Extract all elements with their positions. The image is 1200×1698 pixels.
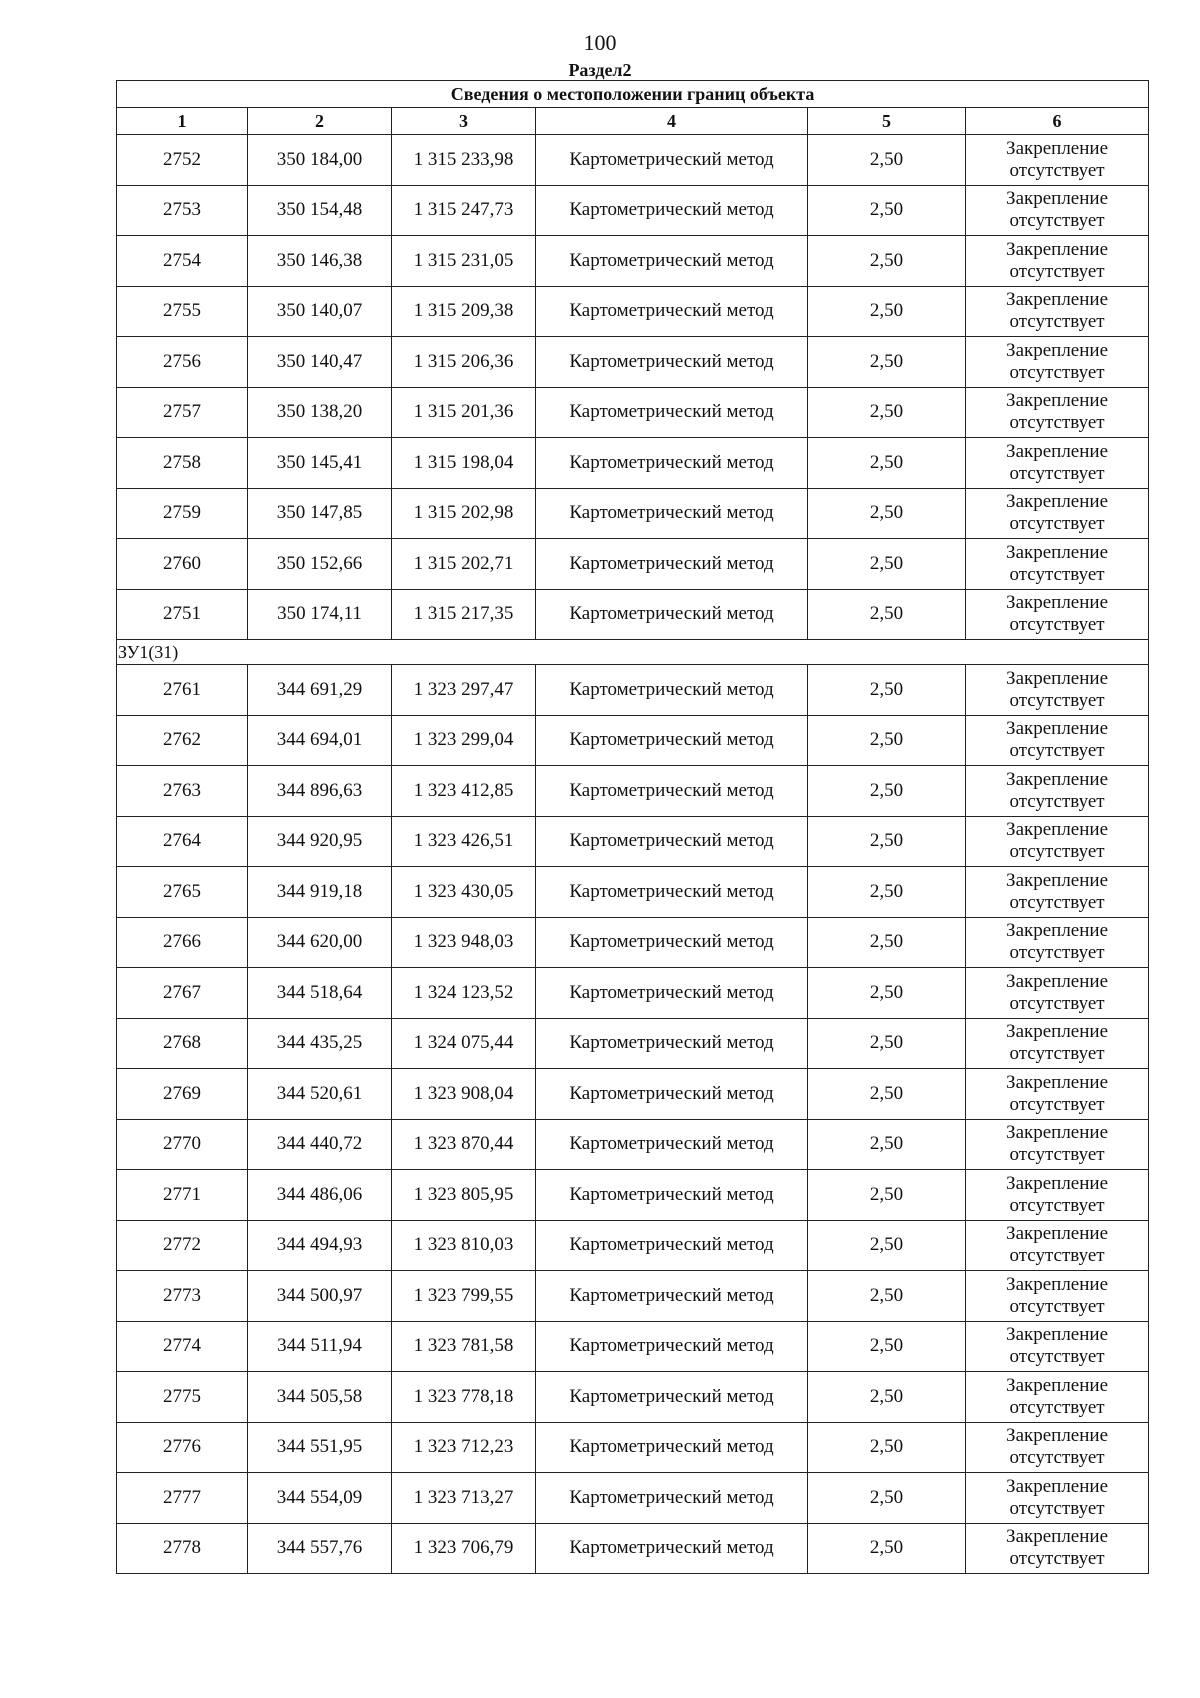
point-number-cell: 2770 <box>117 1119 248 1170</box>
method-cell: Картометрический метод <box>536 1018 808 1069</box>
column-header-5: 5 <box>808 108 966 135</box>
point-number-cell: 2773 <box>117 1271 248 1322</box>
fixing-line-2: отсутствует <box>1009 942 1105 964</box>
fixing-line-1: Закрепление <box>1006 491 1109 513</box>
x-coordinate-cell: 344 920,95 <box>248 816 392 867</box>
y-coordinate-cell: 1 315 202,98 <box>392 488 536 539</box>
method-cell: Картометрический метод <box>536 236 808 287</box>
method-cell: Картометрический метод <box>536 135 808 186</box>
method-cell: Картометрический метод <box>536 1170 808 1221</box>
point-number-cell: 2760 <box>117 539 248 590</box>
accuracy-cell: 2,50 <box>808 766 966 817</box>
fixing-line-2: отсутствует <box>1009 1447 1105 1469</box>
method-cell: Картометрический метод <box>536 185 808 236</box>
fixing-cell <box>966 867 1149 918</box>
fixing-line-2: отсутствует <box>1009 1093 1105 1115</box>
fixing-line-2: отсутствует <box>1009 311 1105 333</box>
fixing-line-2: отсутствует <box>1009 1144 1105 1166</box>
fixing-cell <box>966 135 1149 186</box>
fixing-line-1: Закрепление <box>1006 718 1109 740</box>
y-coordinate-cell: 1 323 781,58 <box>392 1321 536 1372</box>
fixing-line-1: Закрепление <box>1006 541 1109 563</box>
subgroup-label: ЗУ1(31) <box>117 640 1149 665</box>
accuracy-cell: 2,50 <box>808 135 966 186</box>
y-coordinate-cell: 1 324 075,44 <box>392 1018 536 1069</box>
accuracy-cell: 2,50 <box>808 1220 966 1271</box>
x-coordinate-cell: 350 140,47 <box>248 337 392 388</box>
fixing-cell <box>966 286 1149 337</box>
accuracy-cell: 2,50 <box>808 1170 966 1221</box>
y-coordinate-cell: 1 323 426,51 <box>392 816 536 867</box>
y-coordinate-cell: 1 323 712,23 <box>392 1422 536 1473</box>
fixing-cell <box>966 1018 1149 1069</box>
x-coordinate-cell: 350 174,11 <box>248 589 392 640</box>
table-row <box>117 1069 1149 1120</box>
x-coordinate-cell: 344 486,06 <box>248 1170 392 1221</box>
fixing-line-2: отсутствует <box>1009 790 1105 812</box>
point-number-cell: 2753 <box>117 185 248 236</box>
page-number: 100 <box>583 30 617 55</box>
fixing-line-1: Закрепление <box>1006 920 1109 942</box>
method-cell: Картометрический метод <box>536 917 808 968</box>
point-number-cell: 2759 <box>117 488 248 539</box>
fixing-line-1: Закрепление <box>1006 339 1109 361</box>
fixing-line-2: отсутствует <box>1009 891 1105 913</box>
column-header-1: 1 <box>117 108 248 135</box>
method-cell: Картометрический метод <box>536 337 808 388</box>
subgroup-row <box>117 640 1149 665</box>
column-header-2: 2 <box>248 108 392 135</box>
fixing-line-2: отсутствует <box>1009 159 1105 181</box>
y-coordinate-cell: 1 315 209,38 <box>392 286 536 337</box>
fixing-cell <box>966 1069 1149 1120</box>
table-row <box>117 286 1149 337</box>
point-number-cell: 2765 <box>117 867 248 918</box>
column-header-3: 3 <box>392 108 536 135</box>
fixing-cell <box>966 1271 1149 1322</box>
accuracy-cell: 2,50 <box>808 589 966 640</box>
table-row <box>117 1170 1149 1221</box>
y-coordinate-cell: 1 323 412,85 <box>392 766 536 817</box>
point-number-cell: 2767 <box>117 968 248 1019</box>
y-coordinate-cell: 1 323 908,04 <box>392 1069 536 1120</box>
accuracy-cell: 2,50 <box>808 387 966 438</box>
accuracy-cell: 2,50 <box>808 968 966 1019</box>
fixing-cell <box>966 236 1149 287</box>
fixing-cell <box>966 968 1149 1019</box>
accuracy-cell: 2,50 <box>808 1523 966 1574</box>
point-number-cell: 2756 <box>117 337 248 388</box>
point-number-cell: 2757 <box>117 387 248 438</box>
fixing-cell <box>966 1523 1149 1574</box>
table-row <box>117 715 1149 766</box>
fixing-line-1: Закрепление <box>1006 1172 1109 1194</box>
fixing-line-1: Закрепление <box>1006 1475 1109 1497</box>
method-cell: Картометрический метод <box>536 968 808 1019</box>
x-coordinate-cell: 344 520,61 <box>248 1069 392 1120</box>
fixing-line-1: Закрепление <box>1006 970 1109 992</box>
table-row <box>117 968 1149 1019</box>
x-coordinate-cell: 344 500,97 <box>248 1271 392 1322</box>
y-coordinate-cell: 1 315 206,36 <box>392 337 536 388</box>
fixing-line-1: Закрепление <box>1006 137 1109 159</box>
table-row <box>117 1473 1149 1524</box>
x-coordinate-cell: 350 154,48 <box>248 185 392 236</box>
x-coordinate-cell: 344 435,25 <box>248 1018 392 1069</box>
fixing-line-2: отсутствует <box>1009 1245 1105 1267</box>
accuracy-cell: 2,50 <box>808 1271 966 1322</box>
x-coordinate-cell: 350 146,38 <box>248 236 392 287</box>
accuracy-cell: 2,50 <box>808 488 966 539</box>
table-row <box>117 1271 1149 1322</box>
table-row <box>117 917 1149 968</box>
fixing-line-1: Закрепление <box>1006 1526 1109 1548</box>
fixing-line-2: отсутствует <box>1009 841 1105 863</box>
table-row <box>117 1422 1149 1473</box>
table-row <box>117 816 1149 867</box>
accuracy-cell: 2,50 <box>808 337 966 388</box>
accuracy-cell: 2,50 <box>808 1422 966 1473</box>
fixing-cell <box>966 488 1149 539</box>
x-coordinate-cell: 344 694,01 <box>248 715 392 766</box>
y-coordinate-cell: 1 323 799,55 <box>392 1271 536 1322</box>
fixing-line-1: Закрепление <box>1006 869 1109 891</box>
fixing-line-2: отсутствует <box>1009 1548 1105 1570</box>
x-coordinate-cell: 344 557,76 <box>248 1523 392 1574</box>
method-cell: Картометрический метод <box>536 539 808 590</box>
accuracy-cell: 2,50 <box>808 1372 966 1423</box>
table-row <box>117 1372 1149 1423</box>
y-coordinate-cell: 1 324 123,52 <box>392 968 536 1019</box>
table-body <box>117 135 1149 1574</box>
fixing-cell <box>966 387 1149 438</box>
fixing-line-2: отсутствует <box>1009 740 1105 762</box>
point-number-cell: 2768 <box>117 1018 248 1069</box>
method-cell: Картометрический метод <box>536 387 808 438</box>
x-coordinate-cell: 344 620,00 <box>248 917 392 968</box>
point-number-cell: 2764 <box>117 816 248 867</box>
fixing-line-1: Закрепление <box>1006 390 1109 412</box>
fixing-line-2: отсутствует <box>1009 1396 1105 1418</box>
fixing-line-2: отсутствует <box>1009 1346 1105 1368</box>
point-number-cell: 2776 <box>117 1422 248 1473</box>
fixing-cell <box>966 185 1149 236</box>
fixing-line-1: Закрепление <box>1006 1223 1109 1245</box>
x-coordinate-cell: 344 554,09 <box>248 1473 392 1524</box>
y-coordinate-cell: 1 315 233,98 <box>392 135 536 186</box>
accuracy-cell: 2,50 <box>808 1473 966 1524</box>
method-cell: Картометрический метод <box>536 438 808 489</box>
section-title: Раздел2 <box>568 60 632 80</box>
method-cell: Картометрический метод <box>536 867 808 918</box>
y-coordinate-cell: 1 315 247,73 <box>392 185 536 236</box>
table-title: Сведения о местоположении границ объекта <box>117 81 1149 108</box>
table-row <box>117 236 1149 287</box>
fixing-line-1: Закрепление <box>1006 768 1109 790</box>
method-cell: Картометрический метод <box>536 1271 808 1322</box>
accuracy-cell: 2,50 <box>808 286 966 337</box>
table-row <box>117 185 1149 236</box>
fixing-cell <box>966 1170 1149 1221</box>
column-header-6: 6 <box>966 108 1149 135</box>
fixing-line-1: Закрепление <box>1006 238 1109 260</box>
accuracy-cell: 2,50 <box>808 665 966 716</box>
fixing-line-1: Закрепление <box>1006 1324 1109 1346</box>
x-coordinate-cell: 350 184,00 <box>248 135 392 186</box>
accuracy-cell: 2,50 <box>808 438 966 489</box>
fixing-line-2: отсутствует <box>1009 992 1105 1014</box>
x-coordinate-cell: 344 518,64 <box>248 968 392 1019</box>
y-coordinate-cell: 1 315 202,71 <box>392 539 536 590</box>
table-row <box>117 867 1149 918</box>
fixing-cell <box>966 917 1149 968</box>
column-header-4: 4 <box>536 108 808 135</box>
table-row <box>117 135 1149 186</box>
x-coordinate-cell: 344 896,63 <box>248 766 392 817</box>
y-coordinate-cell: 1 323 713,27 <box>392 1473 536 1524</box>
fixing-cell <box>966 1119 1149 1170</box>
x-coordinate-cell: 344 919,18 <box>248 867 392 918</box>
fixing-line-1: Закрепление <box>1006 1122 1109 1144</box>
y-coordinate-cell: 1 323 810,03 <box>392 1220 536 1271</box>
fixing-cell <box>966 665 1149 716</box>
fixing-line-2: отсутствует <box>1009 513 1105 535</box>
accuracy-cell: 2,50 <box>808 715 966 766</box>
table-row <box>117 589 1149 640</box>
method-cell: Картометрический метод <box>536 816 808 867</box>
method-cell: Картометрический метод <box>536 1069 808 1120</box>
method-cell: Картометрический метод <box>536 589 808 640</box>
method-cell: Картометрический метод <box>536 1523 808 1574</box>
x-coordinate-cell: 344 505,58 <box>248 1372 392 1423</box>
fixing-line-2: отсутствует <box>1009 361 1105 383</box>
accuracy-cell: 2,50 <box>808 1069 966 1120</box>
point-number-cell: 2761 <box>117 665 248 716</box>
accuracy-cell: 2,50 <box>808 816 966 867</box>
fixing-line-2: отсутствует <box>1009 1043 1105 1065</box>
x-coordinate-cell: 344 551,95 <box>248 1422 392 1473</box>
table-row <box>117 488 1149 539</box>
method-cell: Картометрический метод <box>536 766 808 817</box>
method-cell: Картометрический метод <box>536 1220 808 1271</box>
fixing-line-2: отсутствует <box>1009 614 1105 636</box>
table-row <box>117 1523 1149 1574</box>
x-coordinate-cell: 344 494,93 <box>248 1220 392 1271</box>
fixing-line-1: Закрепление <box>1006 188 1109 210</box>
x-coordinate-cell: 350 140,07 <box>248 286 392 337</box>
accuracy-cell: 2,50 <box>808 1018 966 1069</box>
table-row <box>117 1321 1149 1372</box>
y-coordinate-cell: 1 323 706,79 <box>392 1523 536 1574</box>
x-coordinate-cell: 350 138,20 <box>248 387 392 438</box>
y-coordinate-cell: 1 323 805,95 <box>392 1170 536 1221</box>
y-coordinate-cell: 1 323 948,03 <box>392 917 536 968</box>
y-coordinate-cell: 1 323 430,05 <box>392 867 536 918</box>
fixing-cell <box>966 816 1149 867</box>
accuracy-cell: 2,50 <box>808 917 966 968</box>
fixing-line-1: Закрепление <box>1006 289 1109 311</box>
point-number-cell: 2774 <box>117 1321 248 1372</box>
fixing-line-1: Закрепление <box>1006 1273 1109 1295</box>
fixing-line-1: Закрепление <box>1006 592 1109 614</box>
point-number-cell: 2772 <box>117 1220 248 1271</box>
x-coordinate-cell: 350 147,85 <box>248 488 392 539</box>
fixing-cell <box>966 539 1149 590</box>
table-row <box>117 1119 1149 1170</box>
accuracy-cell: 2,50 <box>808 1321 966 1372</box>
method-cell: Картометрический метод <box>536 715 808 766</box>
method-cell: Картометрический метод <box>536 1119 808 1170</box>
fixing-line-1: Закрепление <box>1006 667 1109 689</box>
accuracy-cell: 2,50 <box>808 539 966 590</box>
table-row <box>117 665 1149 716</box>
method-cell: Картометрический метод <box>536 1473 808 1524</box>
method-cell: Картометрический метод <box>536 1422 808 1473</box>
table-row <box>117 539 1149 590</box>
point-number-cell: 2777 <box>117 1473 248 1524</box>
method-cell: Картометрический метод <box>536 1372 808 1423</box>
point-number-cell: 2758 <box>117 438 248 489</box>
fixing-line-1: Закрепление <box>1006 440 1109 462</box>
fixing-cell <box>966 337 1149 388</box>
point-number-cell: 2766 <box>117 917 248 968</box>
method-cell: Картометрический метод <box>536 286 808 337</box>
fixing-line-1: Закрепление <box>1006 1071 1109 1093</box>
point-number-cell: 2752 <box>117 135 248 186</box>
fixing-line-1: Закрепление <box>1006 1425 1109 1447</box>
table-row <box>117 1018 1149 1069</box>
x-coordinate-cell: 344 691,29 <box>248 665 392 716</box>
point-number-cell: 2762 <box>117 715 248 766</box>
point-number-cell: 2769 <box>117 1069 248 1120</box>
fixing-cell <box>966 1321 1149 1372</box>
fixing-line-2: отсутствует <box>1009 1194 1105 1216</box>
point-number-cell: 2771 <box>117 1170 248 1221</box>
fixing-line-2: отсутствует <box>1009 689 1105 711</box>
point-number-cell: 2778 <box>117 1523 248 1574</box>
fixing-cell <box>966 766 1149 817</box>
y-coordinate-cell: 1 315 201,36 <box>392 387 536 438</box>
accuracy-cell: 2,50 <box>808 1119 966 1170</box>
fixing-line-2: отсутствует <box>1009 260 1105 282</box>
fixing-cell <box>966 1422 1149 1473</box>
boundary-coordinates-table <box>116 80 1149 1574</box>
fixing-cell <box>966 589 1149 640</box>
table-row <box>117 766 1149 817</box>
fixing-line-2: отсутствует <box>1009 210 1105 232</box>
x-coordinate-cell: 350 145,41 <box>248 438 392 489</box>
y-coordinate-cell: 1 315 231,05 <box>392 236 536 287</box>
point-number-cell: 2775 <box>117 1372 248 1423</box>
fixing-line-2: отсутствует <box>1009 462 1105 484</box>
y-coordinate-cell: 1 323 778,18 <box>392 1372 536 1423</box>
method-cell: Картометрический метод <box>536 488 808 539</box>
fixing-line-2: отсутствует <box>1009 563 1105 585</box>
fixing-line-2: отсутствует <box>1009 1497 1105 1519</box>
fixing-cell <box>966 438 1149 489</box>
accuracy-cell: 2,50 <box>808 185 966 236</box>
table-row <box>117 337 1149 388</box>
point-number-cell: 2751 <box>117 589 248 640</box>
method-cell: Картометрический метод <box>536 1321 808 1372</box>
x-coordinate-cell: 350 152,66 <box>248 539 392 590</box>
fixing-cell <box>966 715 1149 766</box>
method-cell: Картометрический метод <box>536 665 808 716</box>
fixing-line-1: Закрепление <box>1006 819 1109 841</box>
fixing-line-1: Закрепление <box>1006 1374 1109 1396</box>
accuracy-cell: 2,50 <box>808 236 966 287</box>
y-coordinate-cell: 1 323 299,04 <box>392 715 536 766</box>
table-row <box>117 1220 1149 1271</box>
y-coordinate-cell: 1 323 870,44 <box>392 1119 536 1170</box>
fixing-cell <box>966 1473 1149 1524</box>
y-coordinate-cell: 1 315 198,04 <box>392 438 536 489</box>
table-row <box>117 387 1149 438</box>
y-coordinate-cell: 1 315 217,35 <box>392 589 536 640</box>
fixing-cell <box>966 1372 1149 1423</box>
table-row <box>117 438 1149 489</box>
fixing-cell <box>966 1220 1149 1271</box>
fixing-line-2: отсутствует <box>1009 412 1105 434</box>
x-coordinate-cell: 344 511,94 <box>248 1321 392 1372</box>
x-coordinate-cell: 344 440,72 <box>248 1119 392 1170</box>
fixing-line-1: Закрепление <box>1006 1021 1109 1043</box>
point-number-cell: 2755 <box>117 286 248 337</box>
fixing-line-2: отсутствует <box>1009 1295 1105 1317</box>
accuracy-cell: 2,50 <box>808 867 966 918</box>
point-number-cell: 2754 <box>117 236 248 287</box>
point-number-cell: 2763 <box>117 766 248 817</box>
y-coordinate-cell: 1 323 297,47 <box>392 665 536 716</box>
